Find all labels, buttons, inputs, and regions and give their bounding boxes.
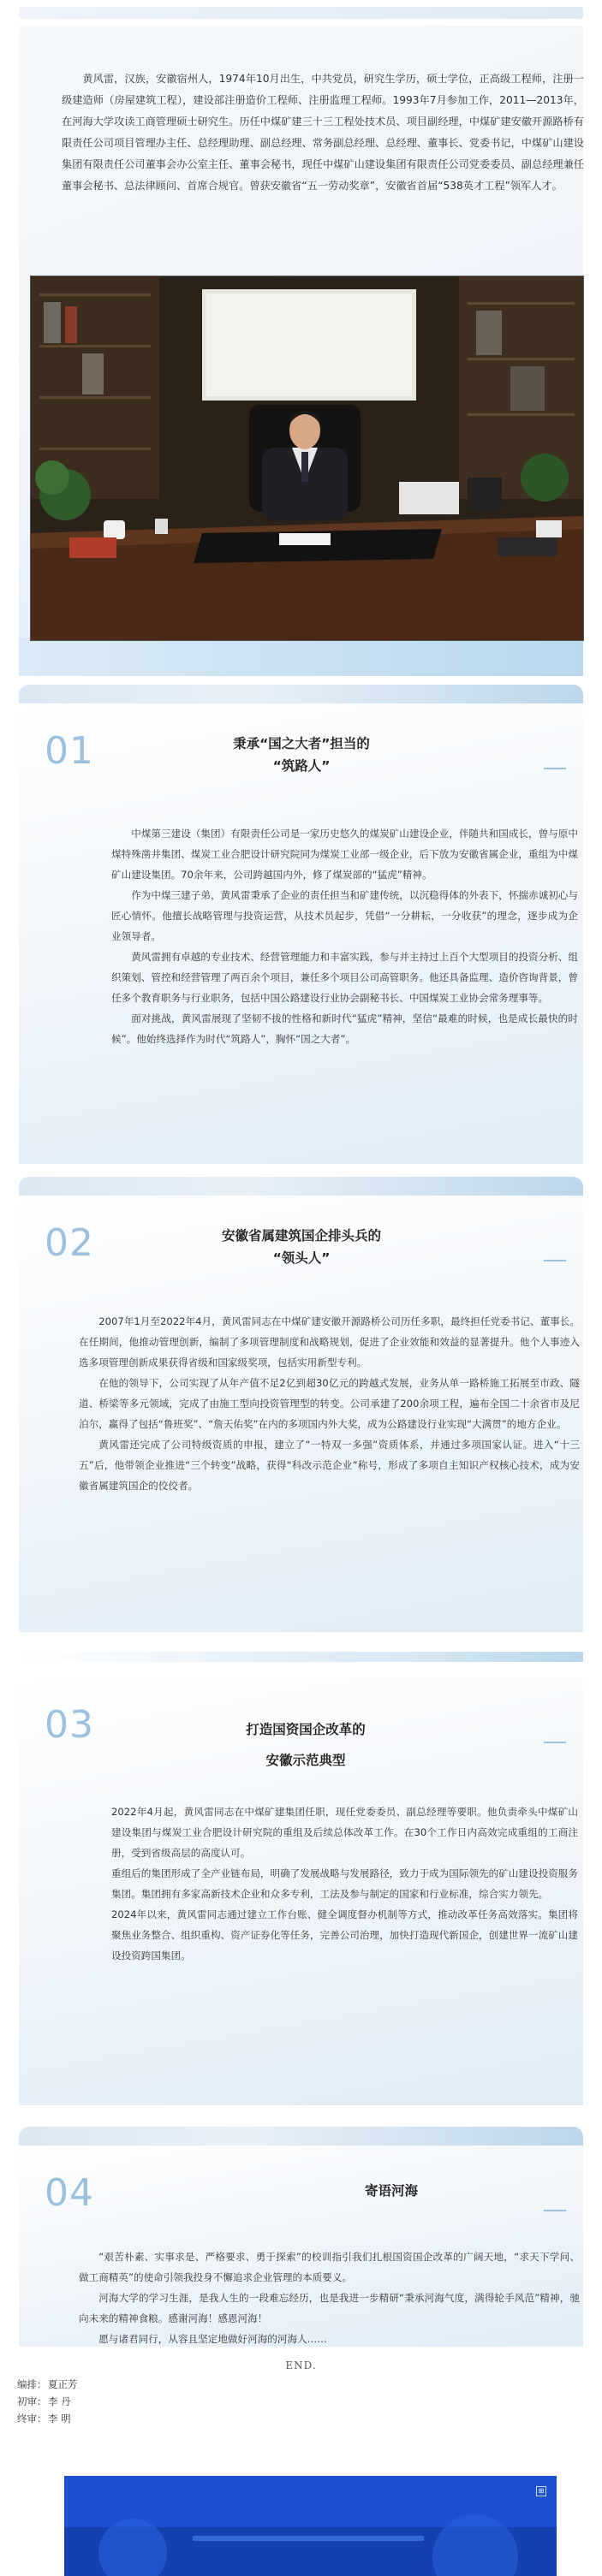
section-accent-line xyxy=(544,768,566,769)
section-03-card xyxy=(19,1677,583,2105)
section-04-top-bar xyxy=(19,2127,583,2146)
section-body xyxy=(111,823,578,1049)
section-body xyxy=(79,2247,580,2349)
credit-role: 编排： xyxy=(17,2378,47,2390)
credit-name: 李 丹 xyxy=(48,2395,71,2407)
paragraph: 作为中煤三建子弟，黄风雷秉承了企业的责任担当和矿建传统，以沉稳得体的外表下，怀揣赤诚初心与匠心情怀。他擅长战略管理与投资运营，从技术员起步，凭借“一分耕耘，一分收获”的理念，逐步成为企业领导者。 xyxy=(111,889,578,942)
banner-pattern xyxy=(64,2476,557,2576)
credit-role: 初审： xyxy=(17,2395,47,2407)
section-accent-line xyxy=(544,1260,566,1261)
credit-row xyxy=(17,2410,78,2427)
paragraph: 愿与诸君同行，从容且坚定地做好河海的河海人…… xyxy=(98,2333,327,2345)
section-body xyxy=(79,1311,580,1496)
section-02-top-bar xyxy=(19,1177,583,1196)
section-number: 04 xyxy=(45,2171,94,2215)
section-title-line: 打造国资国企改革的 xyxy=(246,1722,366,1737)
paragraph: 2007年1月至2022年4月，黄风雷同志在中煤矿建安徽开源路桥公司历任多职，最终担任党委书记、董事长。在任期间，他推动管理创新，编制了多项管理制度和战略规划，促进了企业效能和效益的显著提升。他个人事迹入选多项管理创新成果获得省级和国家级奖项，包括实用新型专利。 xyxy=(79,1315,580,1368)
end-mark: END. xyxy=(285,2359,317,2371)
top-decoration-strip xyxy=(19,7,583,19)
paragraph: 在他的领导下，公司实现了从年产值不足2亿到超30亿元的跨越式发展，业务从单一路桥施工拓展至市政、隧道、桥梁等多元领域，完成了由施工型向投资管理型的转变。公司承建了200余项工程，遍布全国二十余省市及尼泊尔，赢得了包括“鲁班奖”、“詹天佑奖”在内的多项国内外大奖，成为公路建设行业实现“大满贯”的地方企业。 xyxy=(79,1377,580,1430)
section-title-line: “领头人” xyxy=(272,1250,331,1266)
section-accent-line xyxy=(544,1742,566,1743)
section-number: 03 xyxy=(45,1703,94,1747)
section-04-card xyxy=(19,2146,583,2347)
office-portrait-illustration xyxy=(31,276,583,640)
paragraph: 2024年以来，黄风雷同志通过建立工作台账、健全调度督办机制等方式，推动改革任务高效落实。集团将聚焦业务整合、组织重构、资产证券化等任务，完善公司治理，加快打造现代新国企，创建世界一流矿山建设投资跨国集团。 xyxy=(111,1908,578,1962)
section-title xyxy=(143,1718,468,1772)
section-02-bottom-bar xyxy=(19,1652,583,1662)
paragraph: “艰苦朴素、实事求是、严格要求、勇于探索”的校训指引我们扎根国资国企改革的广阔天地，“求天下学问、做工商精英”的使命引领我投身不懈追求企业管理的本质要义。 xyxy=(79,2251,580,2283)
credit-role: 终审： xyxy=(17,2413,47,2425)
office-portrait-photo[interactable] xyxy=(30,276,584,641)
credit-name: 李 明 xyxy=(48,2413,71,2425)
section-number: 02 xyxy=(45,1221,94,1265)
paragraph: 中煤第三建设（集团）有限责任公司是一家历史悠久的煤炭矿山建设企业，伴随共和国成长，曾与原中煤特殊凿井集团、煤炭工业合肥设计研究院同为煤炭工业部一级企业，后下放为安徽省属企业，重组为中煤矿山建设集团。70余年来，公司跨越国内外，修了煤炭部的“猛虎”精神。 xyxy=(111,828,578,881)
section-body xyxy=(111,1801,578,1966)
section-title xyxy=(233,2180,550,2202)
credit-row xyxy=(17,2393,78,2410)
paragraph: 黄风雷拥有卓越的专业技术、经营管理能力和丰富实践，参与并主持过上百个大型项目的投资分析、组织策划、管控和经营管理了两百余个项目，兼任多个项目公司高管职务。他还具备监理、造价咨询背景，曾任多个教育职务与行业职务，包括中国公路建设行业协会副秘书长、中国煤炭工业协会常务理事等。 xyxy=(111,951,578,1004)
section-accent-line xyxy=(544,2210,566,2211)
section-title-line: “筑路人” xyxy=(272,758,331,774)
paragraph: 2022年4月起，黄风雷同志在中煤矿建集团任职，现任党委委员、副总经理等要职。他负责牵头中煤矿山建设集团与煤炭工业合肥设计研究院的重组及后续总体改革工作。在30个工作日内高效完成重组的工商注册，受到省级高层的高度认可。 xyxy=(111,1806,578,1859)
footer-banner-image[interactable] xyxy=(64,2476,557,2576)
section-title xyxy=(147,1225,456,1269)
editor-credits xyxy=(17,2376,78,2427)
paragraph: 重组后的集团形成了全产业链布局，明确了发展战略与发展路径，致力于成为国际领先的矿山建设投资服务集团。集团拥有多家高新技术企业和众多专利，工法及参与制定的国家和行业标准，综合实力领先。 xyxy=(111,1867,578,1900)
paragraph: 面对挑战，黄风雷展现了坚韧不拔的性格和新时代“猛虎”精神，坚信“最难的时候，也是成长最快的时候”。他始终选择作为时代“筑路人”，胸怀“国之大者”。 xyxy=(111,1012,578,1045)
section-title-line: 秉承“国之大者”担当的 xyxy=(233,736,370,751)
section-number: 01 xyxy=(45,729,94,773)
section-01-top-bar xyxy=(19,685,583,703)
paragraph: 河海大学的学习生涯，是我人生的一段难忘经历，也是我进一步精研“秉承河海气度，满得轮手风范”精神，驰向未来的精神食粮。感谢河海！感恩河海！ xyxy=(79,2292,580,2324)
credit-row xyxy=(17,2376,78,2393)
credit-name: 夏正芳 xyxy=(48,2378,78,2390)
intro-paragraph: 黄风雷，汉族，安徽宿州人，1974年10月出生，中共党员，研究生学历，硕士学位，正高级工程师，注册一级建造师（房屋建筑工程），建设部注册造价工程师、注册监理工程师。1993年7月参加工作，2011—2013年，在河海大学攻读工商管理硕士研究生。历任中煤矿建三十三工程处技术员、项目副经理，中煤矿建安徽开源路桥有限责任公司项目管理办主任、总经理助理、副总经理、常务副总经理、总经理、董事长、党委书记，中煤矿山建设集团有限责任公司董事会办公室主任、董事会秘书，现任中煤矿山建设集团有限责任公司党委委员、副总经理兼任董事会秘书、总法律顾问、首席合规官。曾获安徽省“五一劳动奖章”，安徽省首届“538英才工程”领军人才。 xyxy=(62,73,584,192)
section-title-line: 安徽示范典型 xyxy=(265,1753,346,1768)
section-title xyxy=(147,733,456,777)
section-title-line: 安徽省属建筑国企排头兵的 xyxy=(221,1228,381,1243)
corner-expand-icon[interactable]: ⊞ xyxy=(536,2486,546,2496)
paragraph: 黄风雷还完成了公司特级资质的申报，建立了“一特双一多强”资质体系，并通过多项国家认证。进入“十三五”后，他带领企业推进“三个转变”战略，获得“科改示范企业”称号，形成了多项自主知识产权核心技术，成为安徽省属建筑国企的佼佼者。 xyxy=(79,1439,580,1492)
photo-bottom-decoration xyxy=(19,638,583,676)
section-01-card xyxy=(19,703,583,1164)
section-02-card xyxy=(19,1196,583,1632)
section-title-line: 寄语河海 xyxy=(364,2183,418,2199)
